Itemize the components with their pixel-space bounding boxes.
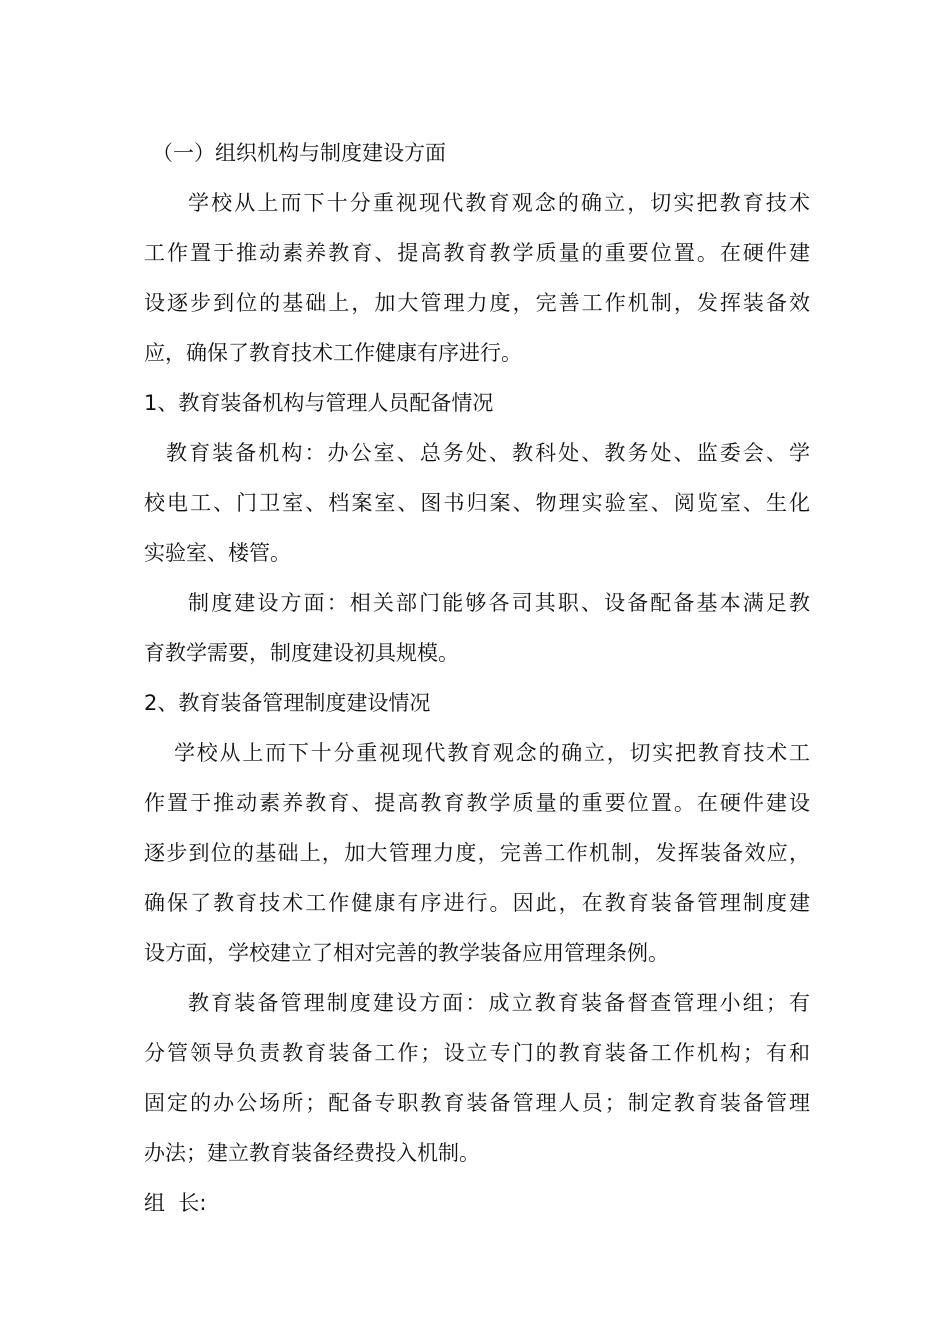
paragraph-4-line-1: 学校从上而下十分重视现代教育观念的确立，切实把教育技术工 <box>174 741 810 765</box>
paragraph-4-line-4: 确保了教育技术工作健康有序进行。因此，在教育装备管理制度建 <box>144 891 810 915</box>
section-heading: （一）组织机构与制度建设方面 <box>152 141 446 165</box>
paragraph-5-line-1: 教育装备管理制度建设方面：成立教育装备督查管理小组；有 <box>188 991 810 1015</box>
paragraph-2-line-3: 实验室、楼管。 <box>144 541 291 565</box>
paragraph-1-line-2: 工作置于推动素养教育、提高教育教学质量的重要位置。在硬件建 <box>144 241 810 265</box>
paragraph-1-line-1: 学校从上而下十分重视现代教育观念的确立，切实把教育技术 <box>188 191 810 215</box>
paragraph-5-line-2: 分管领导负责教育装备工作；设立专门的教育装备工作机构；有和 <box>144 1041 810 1065</box>
paragraph-5-line-4: 办法；建立教育装备经费投入机制。 <box>144 1141 480 1165</box>
paragraph-5-line-3: 固定的办公场所；配备专职教育装备管理人员；制定教育装备管理 <box>144 1091 810 1115</box>
paragraph-4-line-3: 逐步到位的基础上，加大管理力度，完善工作机制，发挥装备效应， <box>144 841 810 865</box>
group-leader-label: 组 长: <box>144 1191 207 1215</box>
paragraph-3-line-2: 育教学需要，制度建设初具规模。 <box>144 641 459 665</box>
paragraph-4-line-5: 设方面，学校建立了相对完善的教学装备应用管理条例。 <box>144 941 669 965</box>
document-page <box>144 128 810 1228</box>
paragraph-1-line-4: 应，确保了教育技术工作健康有序进行。 <box>144 341 522 365</box>
heading-2: 2、教育装备管理制度建设情况 <box>144 691 431 715</box>
paragraph-3-line-1: 制度建设方面：相关部门能够各司其职、设备配备基本满足教 <box>188 591 810 615</box>
heading-1: 1、教育装备机构与管理人员配备情况 <box>144 391 494 415</box>
paragraph-2-line-2: 校电工、门卫室、档案室、图书归案、物理实验室、阅览室、生化 <box>144 491 810 515</box>
paragraph-2-line-1: 教育装备机构：办公室、总务处、教科处、教务处、监委会、学 <box>166 441 810 465</box>
paragraph-1-line-3: 设逐步到位的基础上，加大管理力度，完善工作机制，发挥装备效 <box>144 291 810 315</box>
paragraph-4-line-2: 作置于推动素养教育、提高教育教学质量的重要位置。在硬件建设 <box>144 791 810 815</box>
